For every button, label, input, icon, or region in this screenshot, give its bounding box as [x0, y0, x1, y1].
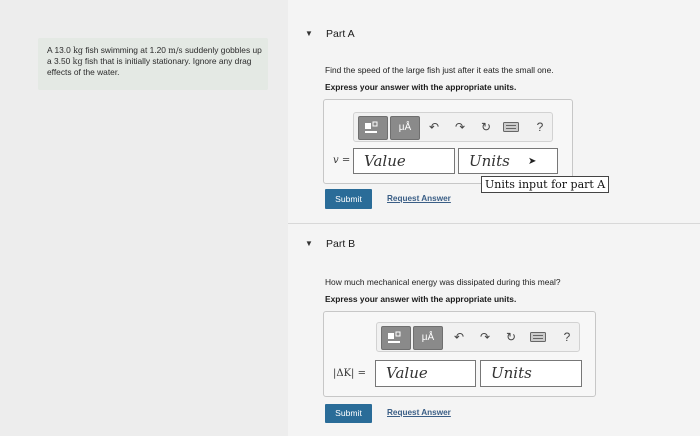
part-a-instruction: Express your answer with the appropriate units. [325, 82, 517, 92]
part-a-units-input[interactable]: Units [458, 148, 558, 174]
part-a-request-answer-link[interactable]: Request Answer [387, 194, 451, 203]
help-icon[interactable]: ? [536, 120, 544, 134]
part-b-request-answer-link[interactable]: Request Answer [387, 408, 451, 417]
problem-text-2: fish swimming at 1.20 [83, 45, 169, 55]
part-b-instruction: Express your answer with the appropriate units. [325, 294, 517, 304]
units-tooltip: Units input for part A [481, 176, 609, 193]
part-b-toolbar [376, 322, 580, 352]
part-b-submit-button[interactable]: Submit [325, 404, 372, 423]
redo-icon[interactable]: ↷ [479, 330, 491, 344]
problem-unit-kg-2: kg [72, 57, 83, 66]
part-a-value-input[interactable]: Value [353, 148, 455, 174]
mouse-cursor-icon: ➤ [528, 156, 537, 167]
problem-unit-kg-1: kg [73, 46, 84, 55]
problem-unit-speed: m/s [168, 46, 183, 55]
part-a-variable-label: v = [333, 155, 351, 166]
part-a-title[interactable]: Part A [326, 28, 355, 40]
keyboard-icon[interactable] [529, 327, 547, 348]
part-b-units-input[interactable]: Units [480, 360, 582, 387]
redo-icon[interactable]: ↷ [454, 120, 466, 134]
problem-statement [47, 45, 267, 78]
part-b-question: How much mechanical energy was dissipated during this meal? [325, 277, 561, 287]
problem-text-1: A 13.0 [47, 45, 74, 55]
part-a-question: Find the speed of the large fish just after it eats the small one. [325, 65, 554, 75]
symbols-icon[interactable]: μÅ [390, 116, 420, 140]
collapse-part-a-icon[interactable]: ▼ [305, 29, 313, 38]
help-icon[interactable]: ? [563, 330, 571, 344]
part-a-toolbar [353, 112, 553, 142]
keyboard-icon[interactable] [502, 117, 520, 138]
part-a-submit-button[interactable]: Submit [325, 189, 372, 209]
problem-text-3: suddenly gobbles up a 3.50 [47, 45, 262, 66]
collapse-part-b-icon[interactable]: ▼ [305, 239, 313, 248]
templates-icon[interactable] [358, 116, 388, 140]
part-b-title[interactable]: Part B [326, 238, 356, 250]
undo-icon[interactable]: ↶ [428, 120, 440, 134]
reset-icon[interactable]: ↻ [505, 330, 517, 344]
undo-icon[interactable]: ↶ [453, 330, 465, 344]
part-divider [288, 223, 700, 224]
problem-text-4: fish that is initially stationary. Ignore any drag effects of the water. [47, 56, 252, 77]
part-b-value-input[interactable]: Value [375, 360, 476, 387]
reset-icon[interactable]: ↻ [480, 120, 492, 134]
symbols-icon[interactable]: μÅ [413, 326, 443, 350]
templates-icon[interactable] [381, 326, 411, 350]
part-b-variable-label: |ΔK| = [333, 368, 366, 379]
